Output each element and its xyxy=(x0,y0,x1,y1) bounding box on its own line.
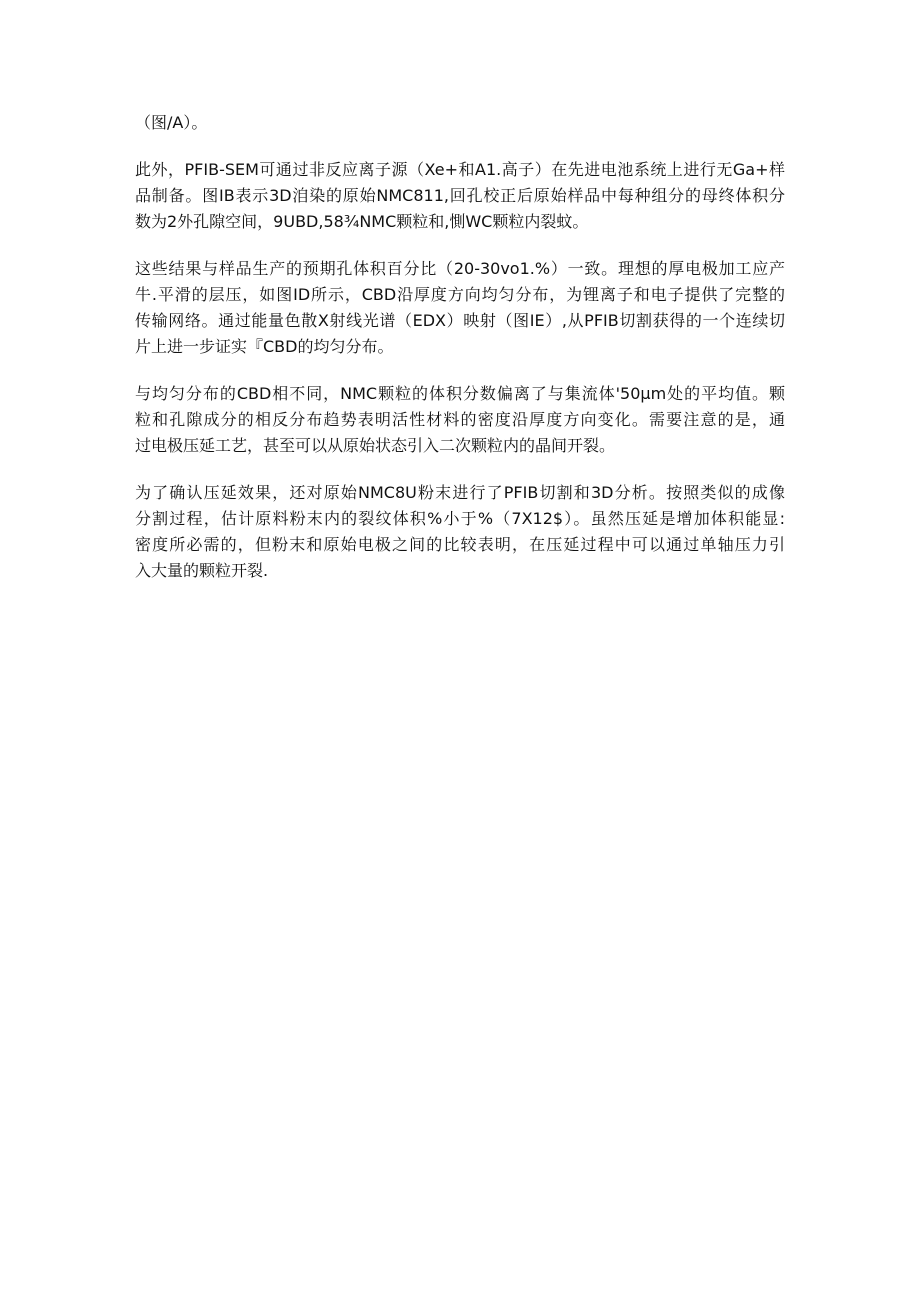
paragraph-nmc-distribution xyxy=(135,381,785,459)
text-line: 密度所必需的，但粉末和原始电极之间的比较表明，在压延过程中可以通过单轴压力引 xyxy=(135,535,785,554)
text-line: 牛.平滑的层压，如图ID所示，CBD沿厚度方向均匀分布，为锂离子和电子提供了完整的 xyxy=(135,285,785,304)
document-body xyxy=(135,110,785,605)
text-line: 入大量的颗粒开裂. xyxy=(135,561,269,580)
text-line: 片上进一步证实『CBD的均匀分布。 xyxy=(135,337,394,356)
text-line: 粒和孔隙成分的相反分布趋势表明活性材料的密度沿厚度方向变化。需要注意的是，通 xyxy=(135,410,785,429)
paragraph-pfib-sem xyxy=(135,157,785,235)
text-line: （图/A）。 xyxy=(135,113,208,132)
text-line: 此外，PFIB-SEM可通过非反应离子源（Xe+和A1.高子）在先进电池系统上进行无Ga+样 xyxy=(135,160,785,179)
text-line: 过电极压延工艺，甚至可以从原始状态引入二次颗粒内的晶间开裂。 xyxy=(135,436,616,455)
text-line: 数为2外孔隙空间，9UBD,58¾NMC颗粒和,惻WC颗粒内裂蚊。 xyxy=(135,212,589,231)
text-line: 为了确认压延效果，还对原始NMC8U粉末进行了PFIB切割和3D分析。按照类似的成像 xyxy=(135,483,785,502)
text-line: 与均匀分布的CBD相不同，NMC颗粒的体积分数偏离了与集流体'50μm处的平均值。颗 xyxy=(135,384,785,403)
text-line: 这些结果与样品生产的预期孔体积百分比（20-30vo1.%）一致。理想的厚电极加工应产 xyxy=(135,259,785,278)
paragraph-figure-ref xyxy=(135,110,785,136)
paragraph-calendering xyxy=(135,480,785,584)
text-line: 品制备。图IB表示3D洎染的原始NMC811,回孔校正后原始样品中每种组分的母终体积分 xyxy=(135,186,785,205)
text-line: 传输网络。通过能量色散X射线光谱（EDX）映射（图IE）,从PFIB切割获得的一个连续切 xyxy=(135,311,785,330)
paragraph-pore-volume xyxy=(135,256,785,360)
text-line: 分割过程，估计原料粉末内的裂纹体积%小于%（7X12$）。虽然压延是增加体积能显: xyxy=(135,509,785,528)
